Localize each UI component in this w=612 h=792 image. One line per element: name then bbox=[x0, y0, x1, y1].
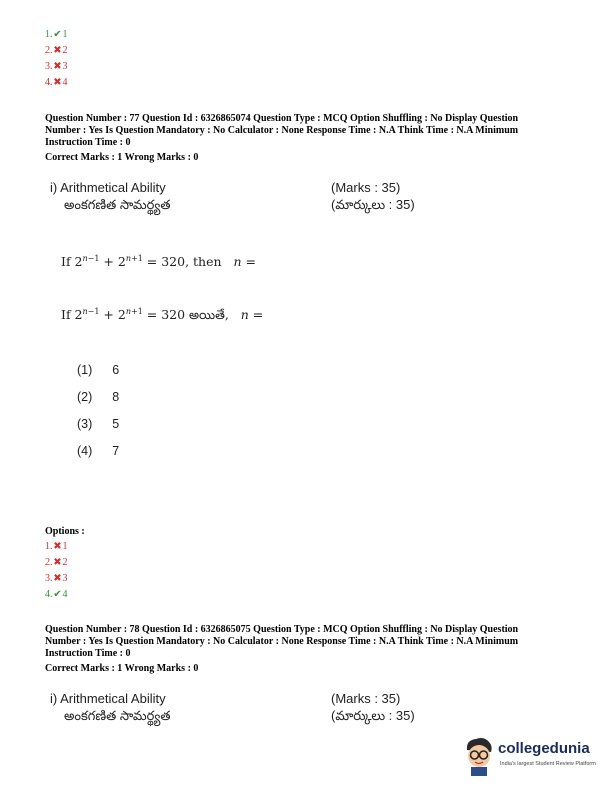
option-item: 1.✖1 bbox=[45, 541, 68, 552]
option-item: 4.✖4 bbox=[45, 77, 68, 88]
logo-name: collegedunia bbox=[498, 740, 590, 757]
check-icon: ✔ bbox=[53, 589, 62, 600]
question-text-en: If $2^{n-1} + 2^{n+1} = 320$, then n = bbox=[61, 254, 256, 270]
cross-icon: ✖ bbox=[53, 61, 62, 72]
marks-line: Correct Marks : 1 Wrong Marks : 0 bbox=[45, 152, 199, 163]
section-marks-en: (Marks : 35) bbox=[331, 691, 401, 706]
collegedunia-logo bbox=[462, 734, 602, 778]
cross-icon: ✖ bbox=[53, 45, 62, 56]
section-title-te: అంకగణిత సామర్థ్యత bbox=[64, 708, 171, 723]
options-heading: Options : bbox=[45, 526, 85, 537]
option-item: 2.✖2 bbox=[45, 45, 68, 56]
option-item: 2.✖2 bbox=[45, 557, 68, 568]
question-meta: Question Number : 77 Question Id : 6326865074 Question Type : MCQ Option Shuffling : No Display Question Number : Yes Is Question Mandatory : No Calculator : None Response Time : N.A Think Time : N.A Minimum Instruction Time : 0 Correct Marks : 1 Wrong Marks : 0 bbox=[45, 113, 565, 164]
answer-choice: (1) 6 bbox=[77, 363, 120, 377]
cross-icon: ✖ bbox=[53, 541, 62, 552]
question-text-te: If $2^{n-1} + 2^{n+1} = 320$ అయితే, n = bbox=[61, 307, 264, 323]
cross-icon: ✖ bbox=[53, 77, 62, 88]
top-option-list bbox=[45, 29, 68, 89]
answer-choice: (2) 8 bbox=[77, 390, 120, 404]
option-item: 3.✖3 bbox=[45, 61, 68, 72]
marks-line: Correct Marks : 1 Wrong Marks : 0 bbox=[45, 663, 199, 674]
section-title-en: i) Arithmetical Ability bbox=[50, 180, 166, 195]
cross-icon: ✖ bbox=[53, 573, 62, 584]
answer-choice: (4) 7 bbox=[77, 444, 120, 458]
question-meta: Question Number : 78 Question Id : 6326865075 Question Type : MCQ Option Shuffling : No Display Question Number : Yes Is Question Mandatory : No Calculator : None Response Time : N.A Think Time : N.A Minimum Instruction Time : 0 Correct Marks : 1 Wrong Marks : 0 bbox=[45, 624, 565, 675]
check-icon: ✔ bbox=[53, 29, 62, 40]
option-list bbox=[45, 541, 68, 601]
option-item: 3.✖3 bbox=[45, 573, 68, 584]
logo-tagline: India's largest Student Review Platform bbox=[500, 761, 596, 767]
answer-choice: (3) 5 bbox=[77, 417, 120, 431]
option-item: 1.✔1 bbox=[45, 29, 68, 40]
mascot-icon bbox=[462, 736, 496, 776]
section-marks-te: (మార్కులు : 35) bbox=[331, 708, 415, 723]
section-title-en: i) Arithmetical Ability bbox=[50, 691, 166, 706]
section-title-te: అంకగణిత సామర్థ్యత bbox=[64, 197, 171, 212]
cross-icon: ✖ bbox=[53, 557, 62, 568]
section-marks-en: (Marks : 35) bbox=[331, 180, 401, 195]
option-item: 4.✔4 bbox=[45, 589, 68, 600]
section-marks-te: (మార్కులు : 35) bbox=[331, 197, 415, 212]
